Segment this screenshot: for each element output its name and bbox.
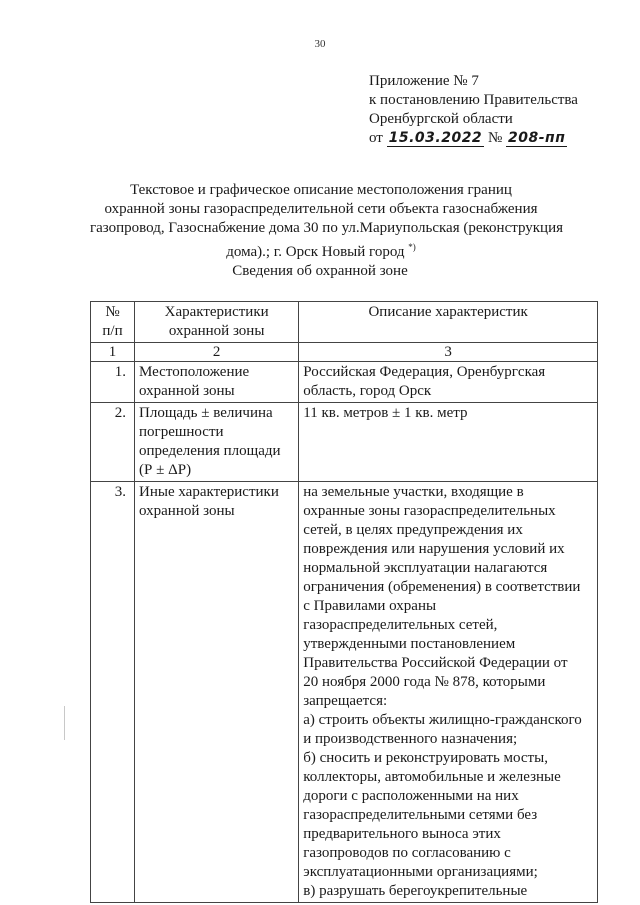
appendix-header: [369, 72, 578, 148]
appendix-line-3: Оренбургской области: [369, 111, 513, 127]
header-characteristic: Характеристики охранной зоны: [135, 302, 299, 343]
row-number: 2.: [91, 403, 135, 482]
title-line-2: охранной зоны газораспределительной сети объекта газоснабжения: [104, 201, 538, 217]
row-description: Российская Федерация, Оренбургская область, город Орск: [299, 362, 598, 403]
column-number-1: 1: [91, 343, 135, 362]
table-row: [91, 403, 598, 482]
title-line-3: газопровод, Газоснабжение дома 30 по ул.Мариупольская (реконструкция: [90, 220, 564, 236]
row-characteristic: Местоположение охранной зоны: [135, 362, 299, 403]
handwritten-date: 15.03.2022: [388, 130, 483, 146]
page-number: 30: [314, 38, 326, 50]
header-description: Описание характеристик: [299, 302, 598, 343]
row-characteristic: Иные характеристики охранной зоны: [135, 482, 299, 903]
row-description: на земельные участки, входящие в охранные зоны газораспределительных сетей, в целях предупреждения их повреждения или нарушения условий их нормальной эксплуатации налагаются ограничения (обременения) в соответствии с Правилами охраны газораспределительных сетей, утвержденными постановлением Правительства Российской Федерации от 20 ноября 2000 года № 878, которыми запрещается: а) строить объекты жилищно-гражданского и производственного назначения; б) сносить и реконструировать мосты, коллекторы, автомобильные и железные дороги с расположенными на них газораспределительными сетями без предварительного выноса этих газопроводов по согласованию с эксплуатационными организациями; в) разрушать берегоукрепительные: [299, 482, 598, 903]
title-line-1: Текстовое и графическое описание местоположения границ: [130, 182, 512, 198]
table-header-row: [91, 302, 598, 343]
document-title: [90, 181, 564, 262]
date-prefix: от: [369, 130, 383, 146]
footnote-mark: *): [408, 242, 416, 252]
column-number-3: 3: [299, 343, 598, 362]
column-number-2: 2: [135, 343, 299, 362]
handwritten-number: 208-пп: [508, 130, 566, 146]
column-number-row: [91, 343, 598, 362]
title-line-4: дома).; г. Орск Новый город *): [226, 242, 416, 260]
row-description: 11 кв. метров ± 1 кв. метр: [299, 403, 598, 482]
row-characteristic: Площадь ± величина погрешности определения площади (Р ± ΔР): [135, 403, 299, 482]
scan-margin-mark: [64, 706, 65, 740]
section-title: Сведения об охранной зоне: [232, 263, 408, 279]
appendix-line-2: к постановлению Правительства: [369, 92, 578, 108]
number-prefix: №: [487, 130, 503, 146]
appendix-line-1: Приложение № 7: [369, 73, 479, 89]
header-num: № п/п: [91, 302, 135, 343]
protection-zone-table: [90, 301, 598, 903]
table-row: [91, 362, 598, 403]
table-row: [91, 482, 598, 903]
row-number: 1.: [91, 362, 135, 403]
row-number: 3.: [91, 482, 135, 903]
appendix-date-line: [369, 129, 578, 148]
